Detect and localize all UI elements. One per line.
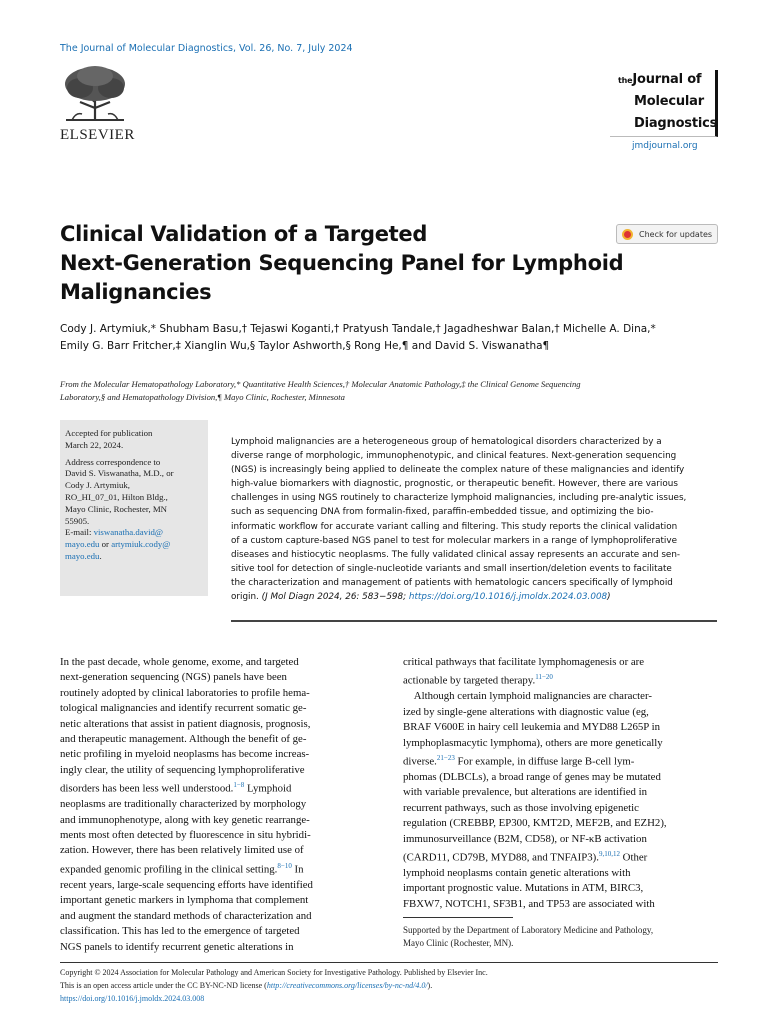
email-link-artymiuk-domain[interactable]: mayo.edu (65, 550, 100, 561)
info-line: Accepted for publication (65, 428, 153, 438)
abstract-line: (NGS) is increasingly being applied to delineate the complex nature of these malignancies and identify (231, 465, 685, 476)
article-title (60, 220, 624, 307)
abstract-line: such as sequencing DNA from formalin-fixed, paraffin-embedded tissue, and optimizing the bio- (231, 507, 654, 518)
body-text-line: and therapeutic management. Although the benefit of ge- (60, 733, 307, 746)
body-text-line: BRAF V600E in hairy cell leukemia and MYD88 L265P in (403, 721, 661, 734)
crossmark-icon (622, 229, 633, 240)
body-text-line: disorders has been less well understood.$^{1-8}$ Lymphoid (60, 781, 292, 795)
abstract-line: high-value biomarkers with diagnostic, prognostic, or therapeutic benefit. However, there are various (231, 479, 678, 490)
body-left-column (60, 655, 375, 955)
abstract-line: sitive tool for detection of single-nucleotide variants and small insertion/deletion events to facilitate (231, 563, 672, 574)
affiliation-line: Laboratory,§ and Hematopathology Division,¶ Mayo Clinic, Rochester, Minnesota (60, 392, 345, 402)
page-footer (60, 966, 720, 1005)
affiliations (60, 378, 720, 404)
body-text-line: critical pathways that facilitate lymphomagenesis or are (403, 656, 645, 668)
body-text-line: ments most often detected by fluorescence in situ hybridi- (60, 829, 311, 842)
email-link-viswanatha[interactable]: viswanatha.david@ (93, 527, 164, 538)
body-text-line: important prognostic value. Mutations in ATM, BIRC3, (403, 882, 644, 895)
abstract-doi-link[interactable]: https://doi.org/10.1016/j.jmoldx.2024.03.008 (408, 592, 608, 603)
info-line: RO_HI_07_01, Hilton Bldg., (65, 491, 168, 502)
body-text-line: with variable prevalence, but alterations are identified in (403, 786, 648, 799)
body-text-line: netic profiling in myeloid neoplasms has become increas- (60, 748, 310, 761)
body-text-line: (CARD11, CD79B, MYD88, and TNFAIP3).$^{9,10,12}$ Other (403, 850, 648, 864)
title-line: Clinical Validation of a Targeted (60, 222, 428, 246)
abstract-citation-close: ) (607, 592, 611, 603)
abstract (231, 435, 717, 604)
body-text-line: FBXW7, NOTCH1, SF3B1, and TP53 are associated with (403, 897, 655, 910)
email-end: . (99, 550, 102, 561)
abstract-line: diseases and histiocytic neoplasms. The fully validated clinical assay represents an accurate and sen- (231, 549, 681, 560)
body-text-line: lymphoplasmacytic lymphoma), others are more genetically (403, 736, 663, 749)
license-suffix: ). (427, 981, 433, 990)
abstract-citation: (J Mol Diagn 2024, 26: 583−598; (261, 592, 409, 603)
body-text-line: classification. This has led to the emergence of targeted (60, 925, 300, 938)
journal-logo-journal: Journal of (632, 72, 702, 87)
abstract-last-line (231, 590, 717, 604)
title-line: Next-Generation Sequencing Panel for Lymphoid (60, 251, 624, 275)
body-text-line: tological malignancies and identify recurrent somatic ge- (60, 702, 307, 715)
funding-line: Supported by the Department of Laboratory Medicine and Pathology, (403, 925, 654, 935)
journal-citation-header[interactable]: The Journal of Molecular Diagnostics, Vol. 26, No. 7, July 2024 (60, 43, 353, 54)
license-link[interactable]: http://creativecommons.org/licenses/by-nc-nd/4.0/ (266, 981, 428, 990)
body-text-line: zation. However, there has been relatively limited use of (60, 844, 304, 857)
email-prefix: E-mail: (65, 527, 94, 538)
email-line (65, 551, 208, 563)
journal-logo-the: the (618, 76, 633, 85)
body-text-line: In the past decade, whole genome, exome, and targeted (60, 656, 299, 668)
body-text-line: Although certain lymphoid malignancies are character- (403, 690, 652, 703)
journal-logo-line2: Molecular (634, 94, 704, 109)
funding-footnote (403, 924, 723, 950)
body-text-line: and immunophenotype, along with key genetic rearrange- (60, 813, 310, 826)
abstract-line: diverse range of morphologic, immunophenotypic, and clinical features. Next-generation sequencing (231, 451, 677, 462)
journal-logo-line3: Diagnostics (634, 116, 718, 131)
body-text-line: ingly clear, the utility of sequencing lymphoproliferative (60, 763, 305, 776)
body-text-line: expanded genomic profiling in the clinical setting.$^{8-10}$ In (60, 861, 304, 876)
body-text-line: actionable by targeted therapy.$^{11-20}$ (403, 673, 553, 687)
journal-website-link[interactable]: jmdjournal.org (632, 141, 698, 151)
citation-reference[interactable]: 1−8 (233, 781, 245, 790)
journal-logo-line1 (618, 72, 701, 87)
info-line: Cody J. Artymiuk, (65, 480, 131, 491)
citation-reference[interactable]: 8−10 (277, 861, 292, 870)
body-text-line: NGS panels to identify recurrent genetic alterations in (60, 940, 294, 953)
email-line (65, 527, 208, 539)
body-text-line: phomas (DLBCLs), a broad range of genes may be mutated (403, 771, 661, 784)
email-or: or (99, 539, 112, 550)
body-text-line: ized by single-gene alterations with diagnostic value (eg, (403, 705, 649, 718)
info-line: March 22, 2024. (65, 439, 124, 450)
info-line: Mayo Clinic, Rochester, MN (65, 503, 168, 514)
body-text-line: next-generation sequencing (NGS) panels have been (60, 671, 287, 684)
body-text-line: lymphoid neoplasms contain genetic alterations with (403, 867, 631, 880)
body-right-column (403, 655, 718, 912)
article-info-box (60, 420, 208, 596)
license-prefix: This is an open access article under the CC BY-NC-ND license ( (60, 981, 267, 990)
citation-reference[interactable]: 9,10,12 (598, 850, 620, 859)
body-text-line: diverse.$^{21-23}$ For example, in diffuse large B-cell lym- (403, 754, 635, 768)
info-line: David S. Viswanatha, M.D., or (65, 468, 174, 479)
check-for-updates-label: Check for updates (639, 229, 713, 239)
affiliation-line: From the Molecular Hematopathology Laboratory,* Quantitative Health Sciences,† Molecular Anatomic Pathology,‡ the Clinical Genome Sequencing (60, 379, 581, 389)
email-link-viswanatha-domain[interactable]: mayo.edu (65, 539, 100, 550)
email-link-artymiuk[interactable]: artymiuk.cody@ (111, 539, 171, 550)
author-line: Cody J. Artymiuk,* Shubham Basu,† Tejaswi Koganti,† Pratyush Tandale,† Jagadheshwar Balan,† Michelle A. Dina,* (60, 323, 656, 335)
abstract-text-end: origin. (231, 592, 262, 603)
abstract-line: informatic workflow for accurate variant calling and filtering. This study reports the clinical validation (231, 521, 678, 532)
footnote-divider (403, 917, 513, 918)
body-text-line: important genetic markers in lymphoma that complement (60, 894, 309, 907)
info-line: Address correspondence to (65, 456, 161, 467)
author-line: Emily G. Barr Fritcher,‡ Xianglin Wu,§ Taylor Ashworth,§ Rong He,¶ and David S. Viswanatha¶ (60, 340, 550, 352)
funding-line: Mayo Clinic (Rochester, MN). (403, 938, 514, 948)
journal-logo (610, 70, 718, 137)
body-text-line: and augment the standard methods of characterization and (60, 909, 312, 922)
license-line (60, 979, 720, 992)
body-text-line: recent years, large-scale sequencing efforts have identified (60, 878, 313, 891)
footer-doi-link[interactable]: https://doi.org/10.1016/j.jmoldx.2024.03.008 (60, 994, 205, 1003)
abstract-line: Lymphoid malignancies are a heterogeneous group of hematological disorders characterized by a (231, 437, 662, 447)
body-text-line: regulation (CREBBP, EP300, KMT2D, MEF2B, and EZH2), (403, 817, 667, 830)
body-text-line: routinely adopted by clinical laboratories to profile hema- (60, 686, 310, 699)
author-list (60, 321, 720, 355)
abstract-line: the characterization and management of patients with hematologic cancers specifically of lymphoid (231, 577, 673, 588)
citation-reference[interactable]: 11−20 (535, 673, 553, 682)
email-line (65, 539, 208, 551)
check-for-updates-button[interactable] (616, 224, 718, 244)
abstract-line: of a custom capture-based NGS panel to test for molecular markers in a range of lymphoproliferative (231, 535, 677, 546)
body-text-line: neoplasms are traditionally characterized by morphology (60, 798, 307, 811)
abstract-line: challenges in using NGS routinely to characterize lymphoid malignancies, including pre-analytic issues, (231, 493, 687, 504)
body-text-line: immunosurveillance (B2M, CD58), or NF-κB activation (403, 832, 647, 845)
abstract-divider (231, 620, 717, 622)
citation-reference[interactable]: 21−23 (436, 754, 455, 763)
body-text-line: netic alterations that assist in patient diagnosis, prognosis, (60, 717, 311, 730)
title-line: Malignancies (60, 280, 212, 304)
info-line: 55905. (65, 515, 90, 526)
body-text-line: recurrent pathways, such as those involving epigenetic (403, 801, 639, 814)
copyright-line: Copyright © 2024 Association for Molecular Pathology and American Society for Investigative Pathology. Published by Elsevier Inc. (60, 968, 488, 977)
publisher-name: ELSEVIER (60, 127, 135, 143)
footer-divider (60, 962, 718, 963)
